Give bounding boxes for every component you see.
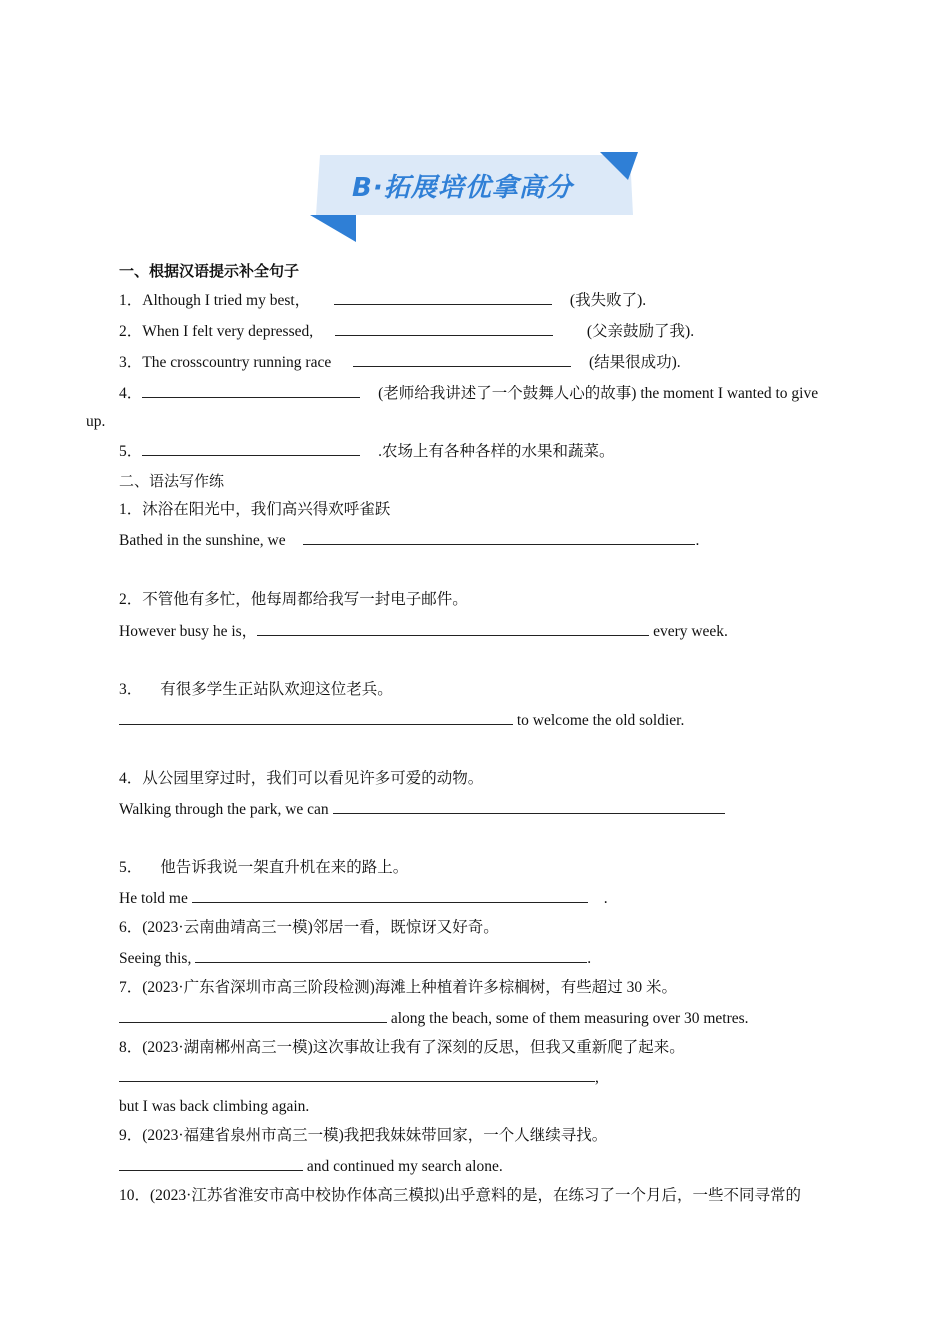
item-number: 9．: [119, 1127, 143, 1144]
s2-item-2-answer: [119, 621, 728, 642]
s2-item-8-answer: [119, 1067, 599, 1088]
item-english-end: .: [603, 890, 608, 907]
item-text: Although I tried my best，: [142, 292, 311, 309]
s1-item-2: [119, 321, 694, 342]
item-english: Seeing this,: [119, 950, 196, 967]
s2-item-5-answer: [119, 888, 608, 909]
item-english-end: to welcome the old soldier.: [513, 712, 685, 729]
s1-item-1: [119, 290, 646, 311]
item-hint: (老师给我讲述了一个鼓舞人心的故事) the moment I wanted to give: [378, 385, 819, 402]
item-chinese: 不管他有多忙，他每周都给我写一封电子邮件。: [142, 591, 468, 608]
s2-item-1-answer: [119, 530, 699, 551]
item-chinese: (2023·江苏省淮安市高中校协作体高三模拟)出乎意料的是，在练习了一个月后，一些不同寻常的: [150, 1187, 802, 1204]
item-english: Bathed in the sunshine, we: [119, 532, 286, 549]
item-chinese: 从公园里穿过时，我们可以看见许多可爱的动物。: [142, 770, 484, 787]
s2-item-4-answer: [119, 799, 725, 820]
item-chinese: (2023·广东省深圳市高三阶段检测)海滩上种植着许多棕榈树，有些超过 30 米。: [142, 979, 678, 996]
item-number: 5．: [119, 859, 143, 876]
answer-blank[interactable]: [119, 1008, 387, 1023]
s2-item-7-answer: [119, 1008, 749, 1029]
s2-item-2-prompt: [119, 590, 468, 610]
item-english-end: and continued my search alone.: [303, 1158, 503, 1175]
answer-blank[interactable]: [195, 948, 587, 963]
item-number: 7．: [119, 979, 143, 996]
item-number: 5．: [119, 443, 143, 460]
s2-item-9-answer: [119, 1156, 503, 1177]
s2-item-8-prompt: [119, 1038, 685, 1058]
item-number: 2．: [119, 591, 143, 608]
item-english-end: .: [695, 532, 700, 549]
item-number: 8．: [119, 1039, 143, 1056]
item-english: He told me: [119, 890, 192, 907]
item-chinese: 有很多学生正站队欢迎这位老兵。: [160, 681, 393, 698]
item-number: 4．: [119, 385, 143, 402]
s2-item-1-prompt: [119, 500, 390, 520]
section2-title: 二、语法写作练: [119, 472, 225, 490]
answer-blank[interactable]: [119, 710, 513, 725]
s1-item-4: [119, 383, 818, 404]
item-number: 10．: [119, 1187, 151, 1204]
answer-blank[interactable]: [192, 888, 588, 903]
banner-title: B·拓展培优拿高分: [352, 173, 573, 203]
s2-item-3-prompt: [119, 680, 393, 700]
item-english-end: .: [587, 950, 592, 967]
item-chinese: (2023·湖南郴州高三一模)这次事故让我有了深刻的反思，但我又重新爬了起来。: [142, 1039, 685, 1056]
answer-blank[interactable]: [333, 799, 725, 814]
item-hint: (结果很成功).: [588, 354, 681, 371]
s2-item-8-continuation: but I was back climbing again.: [119, 1098, 310, 1115]
s2-item-3-answer: [119, 710, 684, 731]
s2-item-7-prompt: [119, 978, 677, 998]
s2-item-6-prompt: [119, 918, 499, 938]
item-english-end: every week.: [649, 623, 728, 640]
item-english: However busy he is，: [119, 623, 258, 640]
item-hint: (父亲鼓励了我).: [586, 323, 695, 340]
item-english-end: ,: [595, 1069, 599, 1086]
item-number: 3．: [119, 681, 143, 698]
s2-item-9-prompt: [119, 1126, 607, 1146]
item-number: 1．: [119, 501, 143, 518]
s2-item-6-answer: [119, 948, 591, 969]
answer-blank[interactable]: [303, 530, 695, 545]
answer-blank[interactable]: [142, 383, 360, 398]
answer-blank[interactable]: [142, 441, 360, 456]
answer-blank[interactable]: [353, 352, 571, 367]
item-number: 6．: [119, 919, 143, 936]
s2-item-10-prompt: [119, 1186, 801, 1206]
s2-item-5-prompt: [119, 858, 408, 878]
s1-item-5: [119, 441, 615, 462]
answer-blank[interactable]: [335, 321, 553, 336]
item-hint: .农场上有各种各样的水果和蔬菜。: [378, 443, 615, 460]
item-text: The crosscountry running race: [142, 354, 332, 371]
item-english: Walking through the park, we can: [119, 801, 333, 818]
item-number: 2．: [119, 323, 143, 340]
section1-title: 一、根据汉语提示补全句子: [119, 262, 300, 280]
s1-item-3: [119, 352, 681, 373]
s1-item-4-continuation: up.: [86, 413, 106, 430]
answer-blank[interactable]: [119, 1067, 595, 1082]
answer-blank[interactable]: [119, 1156, 303, 1171]
item-english-end: along the beach, some of them measuring over 30 metres.: [387, 1010, 749, 1027]
answer-blank[interactable]: [257, 621, 649, 636]
item-number: 4．: [119, 770, 143, 787]
section-banner: [308, 150, 640, 245]
item-text: When I felt very depressed,: [142, 323, 314, 340]
item-chinese: (2023·福建省泉州市高三一模)我把我妹妹带回家，一个人继续寻找。: [142, 1127, 608, 1144]
item-hint: (我失败了).: [569, 292, 647, 309]
s2-item-4-prompt: [119, 769, 483, 789]
item-chinese: 沐浴在阳光中，我们高兴得欢呼雀跃: [142, 501, 391, 518]
item-number: 3．: [119, 354, 143, 371]
answer-blank[interactable]: [334, 290, 552, 305]
item-number: 1．: [119, 292, 143, 309]
item-chinese: (2023·云南曲靖高三一模)邻居一看，既惊讶又好奇。: [142, 919, 499, 936]
item-chinese: 他告诉我说一架直升机在来的路上。: [160, 859, 409, 876]
